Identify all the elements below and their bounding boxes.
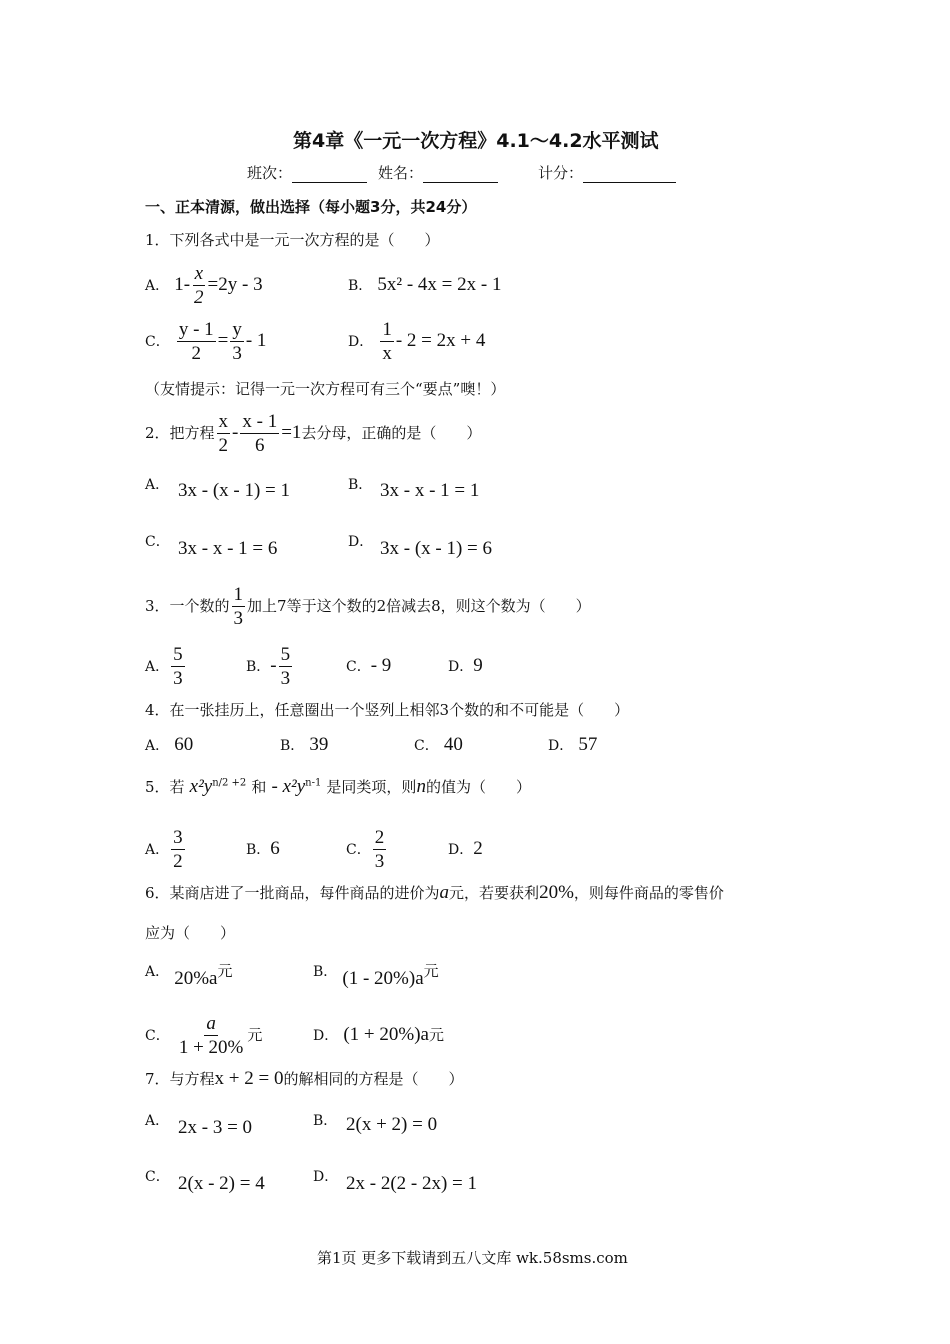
fraction: $\frac{a}{1 + 20\%}$ [178,1013,244,1058]
q5-option-d: D．2 [448,838,483,859]
q3-option-d: D．9 [448,655,483,676]
fraction: $\frac{x}{2}$ [194,263,204,308]
q5-option-a: A． $\frac{3}{2}$ [145,827,183,872]
q1-hint: （友情提示：记得一元一次方程可有三个“要点”噢！） [145,380,506,398]
q4-option-b: B． 39 [280,734,329,755]
q7-stem: 7．与方程x + 2 = 0的解相同的方程是（ ） [145,1068,464,1089]
q5-option-b: B．6 [246,838,280,859]
q4-option-c: C． 40 [414,734,463,755]
fraction: $\frac{1}{x}$ [382,319,392,364]
q2-label-c: C． [145,534,170,550]
score-field [538,162,676,183]
fraction: $\frac{1}{3}$ [233,584,244,629]
q7-option-a: 2x - 3 = 0 [178,1117,253,1138]
q3-stem: 3．一个数的 $\frac{1}{3}$ 加上7等于这个数的2倍减去8，则这个数为（ ） [145,584,591,629]
q6-option-b: B． (1 - 20%)a元 [313,962,439,989]
fraction: $\frac{5}{3}$ [173,644,183,689]
fraction: $\frac{x - 1}{6}$ [242,411,278,456]
q7-label-a: A． [145,1113,170,1129]
name-blank [423,166,498,183]
q4-option-a: A． 60 [145,734,194,755]
page-footer: 第1页 更多下载请到五八文库 wk.58sms.com [317,1249,628,1267]
q1-option-d: D． $\frac{1}{x}$ - 2 = 2x + 4 [348,319,486,364]
q6-stem-line2: 应为（ ） [145,924,236,942]
q3-option-b: B．- $\frac{5}{3}$ [246,644,291,689]
q2-option-a: 3x - (x - 1) = 1 [178,480,291,501]
q2-label-a: A． [145,477,170,493]
q5-option-c: C． $\frac{2}{3}$ [346,827,385,872]
q1-option-c: C． $\frac{y - 1}{2}$ = $\frac{y}{3}$ - 1 [145,319,267,364]
q7-option-b: 2(x + 2) = 0 [346,1114,438,1135]
class-blank [292,166,367,183]
class-label: 班次： [247,164,293,182]
q7-option-c: 2(x - 2) = 4 [178,1173,265,1194]
q3-option-c: C．- 9 [346,655,392,676]
q1-option-a: A． 1- $\frac{x}{2}$ =2y - 3 [145,263,263,308]
q2-option-d: 3x - (x - 1) = 6 [380,538,493,559]
name-field [378,162,498,183]
q4-stem: 4．在一张挂历上，任意圈出一个竖列上相邻3个数的和不可能是（ ） [145,701,630,719]
class-field [247,162,367,183]
q4-option-d: D． 57 [548,734,598,755]
section-heading: 一、正本清源，做出选择（每小题3分，共24分） [145,198,477,216]
q1-option-b: B． 5x² - 4x = 2x - 1 [348,274,502,295]
q6-stem-line1: 6．某商店进了一批商品，每件商品的进价为a元，若要获利20%，则每件商品的零售价 [145,882,724,903]
fraction: $\frac{y - 1}{2}$ [178,319,214,364]
fraction: $\frac{x}{2}$ [218,411,229,456]
q6-option-a: A． 20%a元 [145,962,233,989]
fraction: $\frac{2}{3}$ [374,827,385,872]
q5-stem: 5．若 $x^2y^{n/2 +2}$ 和 - $x^2y^{n-1}$ 是同类项，则n的值为（ ） [145,776,531,797]
score-blank [583,166,676,183]
fraction: $\frac{3}{2}$ [173,827,183,872]
q2-label-d: D． [348,534,374,550]
q2-stem: 2．把方程 $\frac{x}{2}$ - $\frac{x - 1}{6}$ =1去分母，正确的是（ ） [145,411,482,456]
q3-option-a: A． $\frac{5}{3}$ [145,644,183,689]
q2-option-c: 3x - x - 1 = 6 [178,538,278,559]
q2-label-b: B． [348,477,373,493]
q7-label-d: D． [313,1169,339,1185]
q2-option-b: 3x - x - 1 = 1 [380,480,480,501]
name-label: 姓名： [378,164,424,182]
q7-option-d: 2x - 2(2 - 2x) = 1 [346,1173,478,1194]
page-title: 第4章《一元一次方程》4.1～4.2水平测试 [293,130,659,152]
fraction: $\frac{y}{3}$ [232,319,242,364]
q7-label-c: C． [145,1169,170,1185]
score-label: 计分： [538,164,584,182]
q6-option-d: D． (1 + 20%)a元 [313,1024,444,1045]
fraction: $\frac{5}{3}$ [280,644,291,689]
q1-stem: 1．下列各式中是一元一次方程的是（ ） [145,231,440,249]
q7-label-b: B． [313,1113,338,1129]
q6-option-c: C． $\frac{a}{1 + 20\%}$ 元 [145,1013,263,1058]
